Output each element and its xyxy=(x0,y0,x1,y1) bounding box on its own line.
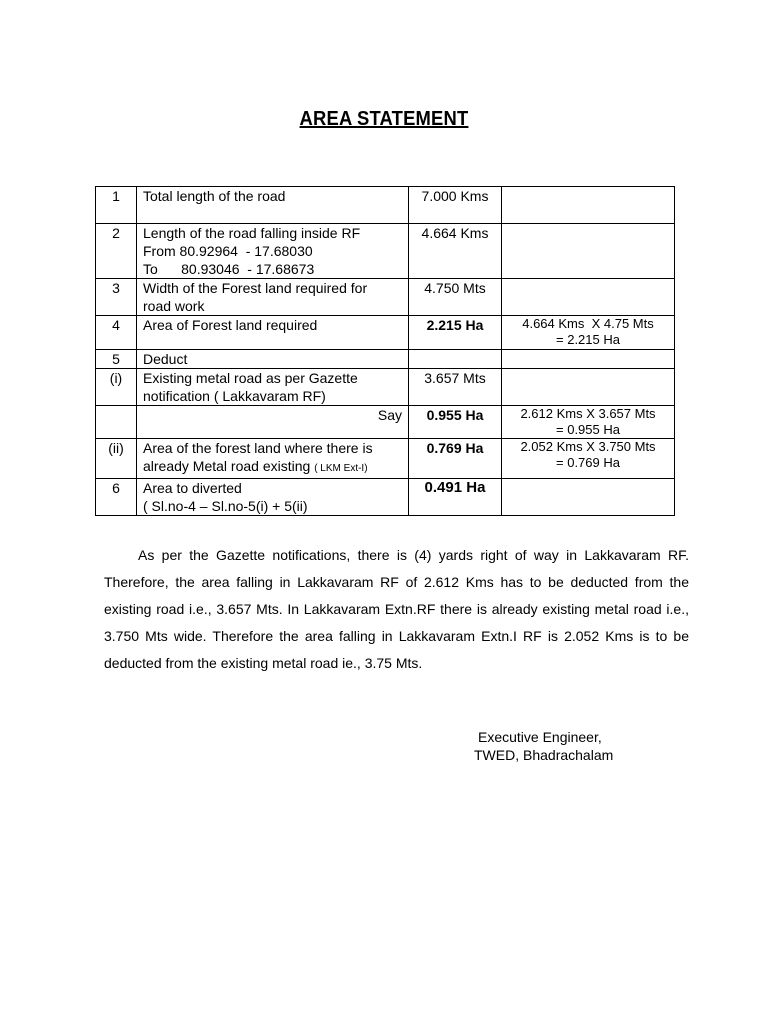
description-line: notification ( Lakkavaram RF) xyxy=(143,388,326,404)
table-row xyxy=(96,316,675,350)
row-value: 3.657 Mts xyxy=(409,369,502,406)
description-note: ( LKM Ext-I) xyxy=(314,463,368,474)
description-line: Area of the forest land where there is xyxy=(143,440,373,456)
explanation-paragraph xyxy=(104,542,689,677)
row-calculation xyxy=(502,316,675,350)
row-calculation xyxy=(502,350,675,369)
table-row xyxy=(96,406,675,439)
row-value: 0.491 Ha xyxy=(409,479,502,516)
page-title: AREA STATEMENT xyxy=(299,108,469,130)
description-line: Width of the Forest land required for xyxy=(143,280,368,296)
signature-line-1: Executive Engineer, xyxy=(478,729,602,745)
table-row xyxy=(96,479,675,516)
description-line: Area to diverted xyxy=(143,480,242,496)
row-calculation xyxy=(502,369,675,406)
row-description xyxy=(137,279,409,316)
serial-number: (i) xyxy=(96,369,137,406)
calculation-line: 2.612 Kms X 3.657 Mts xyxy=(520,406,656,421)
description-line: To 80.93046 - 17.68673 xyxy=(143,261,315,277)
row-value: 4.664 Kms xyxy=(409,224,502,279)
row-value: 7.000 Kms xyxy=(409,187,502,224)
table-row xyxy=(96,279,675,316)
row-calculation xyxy=(502,479,675,516)
serial-number: 1 xyxy=(96,187,137,224)
row-description xyxy=(137,224,409,279)
table-row xyxy=(96,439,675,479)
row-calculation xyxy=(502,439,675,479)
area-statement-table xyxy=(95,186,675,516)
serial-number: 4 xyxy=(96,316,137,350)
description-line xyxy=(143,457,402,478)
description-line: Existing metal road as per Gazette xyxy=(143,370,358,386)
row-calculation xyxy=(502,406,675,439)
row-value: 0.769 Ha xyxy=(409,439,502,479)
calculation-line: 4.664 Kms X 4.75 Mts xyxy=(522,316,654,331)
paragraph-text: As per the Gazette notifications, there is (4) yards right of way in Lakkavaram RF. Therefore, the area falling in Lakkavaram RF of 2.612 Kms has to be deducted from the existing road i.e., 3.657 Mts. In Lakkavaram Extn.RF there is already existing metal road i.e., 3.750 Mts wide. Therefore the area falling in Lakkavaram Extn.I RF is 2.052 Kms is to be deducted from the existing metal road ie., 3.75 Mts. xyxy=(104,547,689,671)
calculation-line: = 0.955 Ha xyxy=(556,422,620,437)
row-value: 2.215 Ha xyxy=(409,316,502,350)
table-row xyxy=(96,187,675,224)
serial-number: 3 xyxy=(96,279,137,316)
row-description: Total length of the road xyxy=(137,187,409,224)
table-row xyxy=(96,369,675,406)
table-row xyxy=(96,224,675,279)
description-text: already Metal road existing xyxy=(143,458,311,474)
serial-number: 6 xyxy=(96,479,137,516)
row-value xyxy=(409,350,502,369)
serial-number: 5 xyxy=(96,350,137,369)
row-value: 0.955 Ha xyxy=(409,406,502,439)
table-row xyxy=(96,350,675,369)
row-description xyxy=(137,369,409,406)
description-line: road work xyxy=(143,298,205,314)
serial-number: 2 xyxy=(96,224,137,279)
row-description xyxy=(137,439,409,479)
row-calculation xyxy=(502,279,675,316)
description-line: From 80.92964 - 17.68030 xyxy=(143,243,313,259)
row-calculation xyxy=(502,187,675,224)
serial-number: (ii) xyxy=(96,439,137,479)
calculation-line: 2.052 Kms X 3.750 Mts xyxy=(520,439,656,454)
row-description: Area of Forest land required xyxy=(137,316,409,350)
description-line: ( Sl.no-4 – Sl.no-5(i) + 5(ii) xyxy=(143,498,308,514)
row-description xyxy=(137,479,409,516)
signature-block xyxy=(474,728,613,764)
row-description: Deduct xyxy=(137,350,409,369)
calculation-line: = 2.215 Ha xyxy=(556,332,620,347)
say-label: Say xyxy=(137,406,409,439)
serial-number xyxy=(96,406,137,439)
row-calculation xyxy=(502,224,675,279)
calculation-line: = 0.769 Ha xyxy=(556,455,620,470)
description-line: Length of the road falling inside RF xyxy=(143,225,361,241)
signature-line-2: TWED, Bhadrachalam xyxy=(474,747,614,763)
row-value: 4.750 Mts xyxy=(409,279,502,316)
